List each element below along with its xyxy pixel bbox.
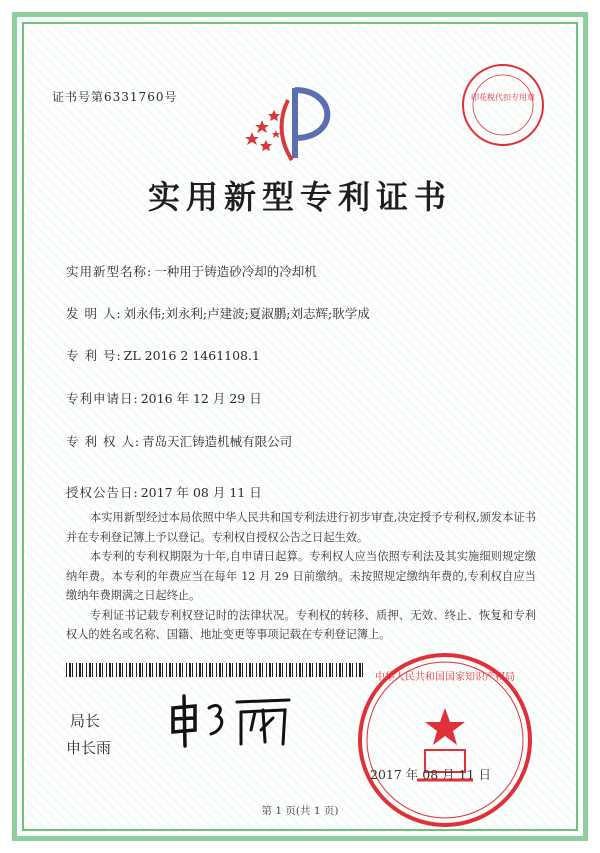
barcode (66, 663, 366, 677)
field-patentee-value: 青岛天汇铸造机械有限公司 (142, 434, 293, 449)
field-patentee (66, 432, 292, 450)
field-grant-date (66, 483, 262, 501)
director-title: 局长 (70, 712, 101, 730)
certificate-number (52, 88, 177, 105)
certificate-number-value: 6331760 (104, 90, 165, 104)
body-paragraph-1: 本实用新型经过本局依照中华人民共和国专利法进行初步审查,决定授予专利权,颁发本证书并在专利登记簿上予以登记。专利权自授权公告之日起生效。 (66, 511, 536, 544)
certificate-number-label: 证书号第 (52, 90, 105, 104)
page-number: 第 1 页(共 1 页) (261, 805, 339, 817)
tax-stamp-text: 印花税代扣专用章 (471, 93, 535, 102)
certificate-body (66, 508, 536, 645)
field-grant-date-label: 授权公告日: (66, 485, 139, 500)
field-grant-date-value: 2017 年 08 月 11 日 (140, 485, 262, 500)
field-patentee-label: 专 利 权 人: (66, 434, 141, 449)
signature-icon (165, 690, 295, 750)
official-seal-text: 中华人民共和国国家知识产权局 (375, 672, 515, 683)
field-name (66, 262, 317, 280)
field-inventor-value: 刘永伟;刘永利;卢建波;夏淑鹏;刘志辉;耿学成 (123, 306, 370, 321)
field-name-value: 一种用于铸造砂冷却的冷却机 (154, 264, 317, 279)
field-filing-date-value: 2016 年 12 月 29 日 (140, 391, 262, 406)
field-inventor-label: 发 明 人: (66, 306, 122, 321)
field-filing-date-label: 专利申请日: (66, 391, 139, 406)
field-inventor (66, 304, 370, 322)
body-paragraph-2: 本专利的专利权期限为十年,自申请日起算。专利权人应当依照专利法及其实施细则规定缴纳年费。本专利的年费应当在每年 12 月 29 日前缴纳。未按照规定缴纳年费的,专利权自应当缴纳年费期满之日起终止。 (66, 550, 536, 602)
certificate-number-suffix: 号 (164, 90, 178, 104)
field-name-label: 实用新型名称: (66, 264, 153, 279)
field-filing-date (66, 389, 262, 407)
sipo-logo-icon (240, 80, 350, 170)
tax-stamp-seal-icon (458, 60, 548, 150)
page-title: 实用新型专利证书 (147, 178, 452, 216)
field-patent-number (66, 346, 260, 364)
director-name: 申长雨 (66, 739, 112, 757)
field-patent-number-label: 专 利 号: (66, 348, 122, 363)
field-patent-number-value: ZL 2016 2 1461108.1 (123, 348, 260, 363)
body-paragraph-3: 专利证书记载专利权登记时的法律状况。专利权的转移、质押、无效、终止、恢复和专利权人的姓名或名称、国籍、地址变更等事项记载在专利登记簿上。 (66, 608, 536, 641)
issue-date: 2017 年 08 月 11 日 (370, 767, 491, 782)
